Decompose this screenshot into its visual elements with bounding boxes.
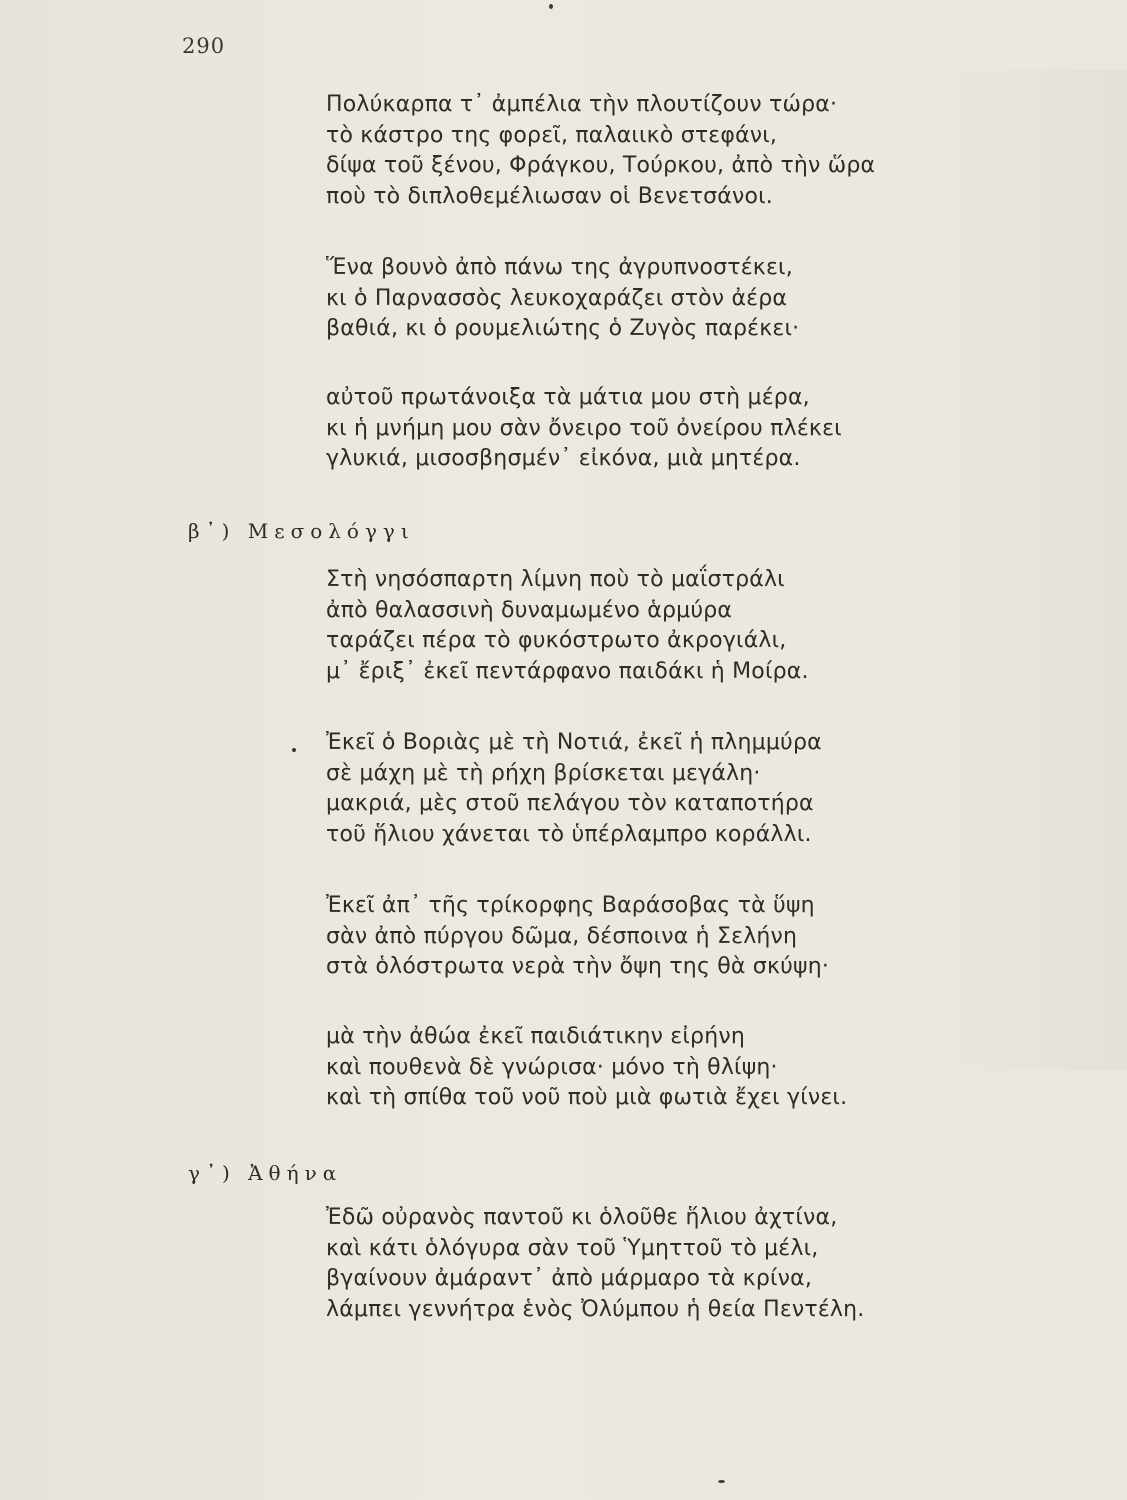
verse-line: αὐτοῦ πρωτάνοιξα τὰ μάτια μου στὴ μέρα,: [326, 385, 810, 410]
verse-line: δίψα τοῦ ξένου, Φράγκου, Τούρκου, ἀπὸ τὴν ὥρα: [326, 153, 876, 178]
ink-speck: [718, 1480, 725, 1483]
stanza: [326, 1203, 865, 1325]
verse-line: ποὺ τὸ διπλοθεμέλιωσαν οἱ Βενετσάνοι.: [326, 183, 773, 209]
verse-line: ταράζει πέρα τὸ φυκόστρωτο ἀκρογιάλι,: [326, 628, 787, 653]
verse-line: κι ἡ μνήμη μου σὰν ὄνειρο τοῦ ὀνείρου πλέκει: [326, 415, 842, 441]
verse-line: βαθιά, κι ὁ ρουμελιώτης ὁ Ζυγὸς παρέκει·: [326, 316, 800, 341]
verse-line: βγαίνουν ἀμάραντ᾽ ἀπὸ μάρμαρο τὰ κρίνα,: [326, 1266, 813, 1291]
verse-line: γλυκιά, μισοσβησμέν᾽ εἰκόνα, μιὰ μητέρα.: [326, 446, 801, 471]
ink-speck: [292, 748, 296, 752]
section-title-mesolongi: β᾽) Μεσολόγγι: [188, 519, 415, 543]
verse-line: Ἕνα βουνὸ ἀπὸ πάνω της ἀγρυπνοστέκει,: [326, 255, 793, 280]
stanza: [326, 891, 829, 983]
verse-line: Ἐδῶ οὐρανὸς παντοῦ κι ὁλοῦθε ἥλιου ἀχτίνα,: [326, 1205, 838, 1230]
verse-line: τὸ κάστρο της φορεῖ, παλαιικὸ στεφάνι,: [326, 122, 778, 148]
bleed-through-shadow: [930, 70, 1127, 1070]
verse-line: μακριά, μὲς στοῦ πελάγου τὸν καταποτήρα: [326, 791, 814, 816]
stanza: [326, 383, 842, 475]
stanza: [326, 728, 822, 850]
stanza: [326, 253, 799, 345]
verse-line: καὶ τὴ σπίθα τοῦ νοῦ ποὺ μιὰ φωτιὰ ἔχει γίνει.: [326, 1085, 848, 1110]
verse-line: μὰ τὴν ἀθώα ἐκεῖ παιδιάτικην εἰρήνη: [326, 1024, 745, 1049]
verse-line: Πολύκαρπα τ᾽ ἀμπέλια τὴν πλουτίζουν τώρα·: [326, 92, 838, 117]
verse-line: Στὴ νησόσπαρτη λίμνη ποὺ τὸ μαΐστράλι: [326, 567, 785, 592]
verse-line: τοῦ ἥλιου χάνεται τὸ ὑπέρλαμπρο κοράλλι.: [326, 821, 812, 847]
section-title-athina: γ᾽) Ἀθήνα: [188, 1161, 343, 1185]
verse-line: μ᾽ ἔριξ᾽ ἐκεῖ πεντάρφανο παιδάκι ἡ Μοίρα.: [326, 658, 809, 684]
page-number: 290: [182, 34, 226, 58]
verse-line: Ἐκεῖ ἀπ᾽ τῆς τρίκορφης Βαράσοβας τὰ ὕψη: [326, 893, 815, 918]
verse-line: λάμπει γεννήτρα ἑνὸς Ὀλύμπου ἡ θεία Πεντέλη.: [326, 1296, 865, 1322]
verse-line: στὰ ὁλόστρωτα νερὰ τὴν ὄψη της θὰ σκύψη·: [326, 954, 830, 979]
verse-line: σὲ μάχη μὲ τὴ ρήχη βρίσκεται μεγάλη·: [326, 760, 761, 786]
verse-line: ἀπὸ θαλασσινὴ δυναμωμένο ἁρμύρα: [326, 597, 733, 623]
stanza: [326, 90, 875, 212]
stanza: [326, 1022, 847, 1114]
stanza: [326, 565, 809, 687]
verse-line: Ἐκεῖ ὁ Βοριὰς μὲ τὴ Νοτιά, ἐκεῖ ἡ πλημμύρα: [326, 730, 822, 755]
verse-line: κι ὁ Παρνασσὸς λευκοχαράζει στὸν ἀέρα: [326, 285, 788, 311]
verse-line: σὰν ἀπὸ πύργου δῶμα, δέσποινα ἡ Σελήνη: [326, 923, 798, 949]
ink-speck: [549, 4, 553, 9]
verse-line: καὶ πουθενὰ δὲ γνώρισα· μόνο τὴ θλίψη·: [326, 1054, 778, 1080]
verse-line: καὶ κάτι ὁλόγυρα σὰν τοῦ Ὑμηττοῦ τὸ μέλι,: [326, 1235, 819, 1261]
